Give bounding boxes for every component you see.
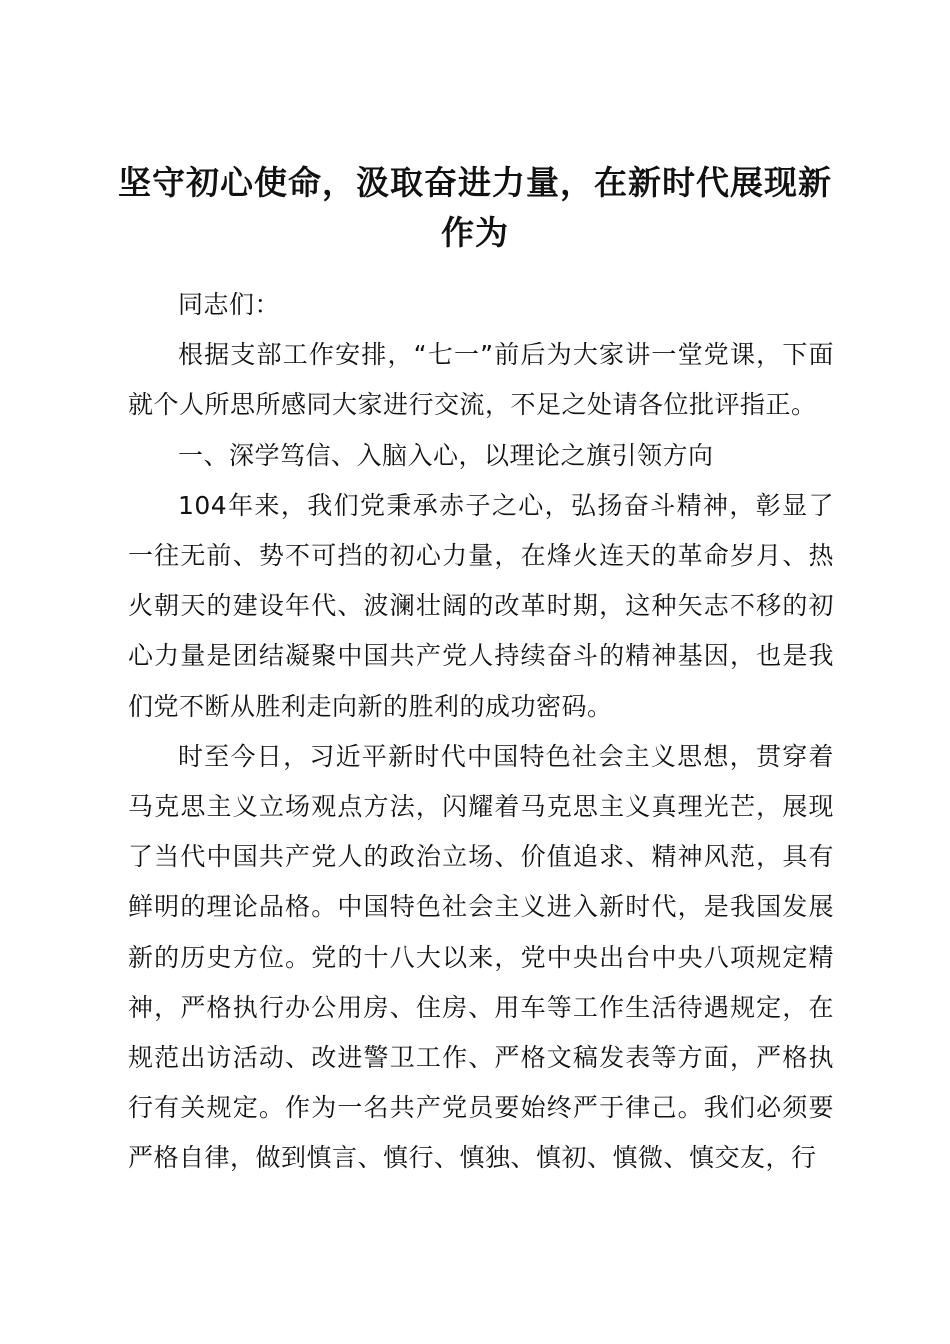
document-title: 坚守初心使命，汲取奋进力量，在新时代展现新作为 [118, 163, 832, 252]
document-body [128, 280, 834, 1184]
paragraph-intro: 根据支部工作安排，“七一”前后为大家讲一堂党课，下面就个人所思所感同大家进行交流，不足之处请各位批评指正。 [128, 340, 834, 420]
paragraph-new-era: 时至今日，习近平新时代中国特色社会主义思想，贯穿着马克思主义立场观点方法，闪耀着马克思主义真理光芒，展现了当代中国共产党人的政治立场、价值追求、精神风范，具有鲜明的理论品格。中国特色社会主义进入新时代，是我国发展新的历史方位。党的十八大以来，党中央出台中央八项规定精神，严格执行办公用房、住房、用车等工作生活待遇规定，在规范出访活动、改进警卫工作、严格文稿发表等方面，严格执行有关规定。作为一名共产党员要始终严于律己。我们必须要严格自律，做到慎言、慎行、慎独、慎初、慎微、慎交友，行 [128, 741, 834, 1173]
salutation: 同志们： [178, 290, 281, 319]
paragraph-history: 104年来，我们党秉承赤子之心，弘扬奋斗精神，彰显了一往无前、势不可挡的初心力量，在烽火连天的革命岁月、热火朝天的建设年代、波澜壮阔的改革时期，这种矢志不移的初心力量是团结凝聚中国共产党人持续奋斗的精神基因，也是我们党不断从胜利走向新的胜利的成功密码。 [128, 490, 834, 721]
section-heading-1: 一、深学笃信、入脑入心，以理论之旗引领方向 [178, 440, 714, 470]
